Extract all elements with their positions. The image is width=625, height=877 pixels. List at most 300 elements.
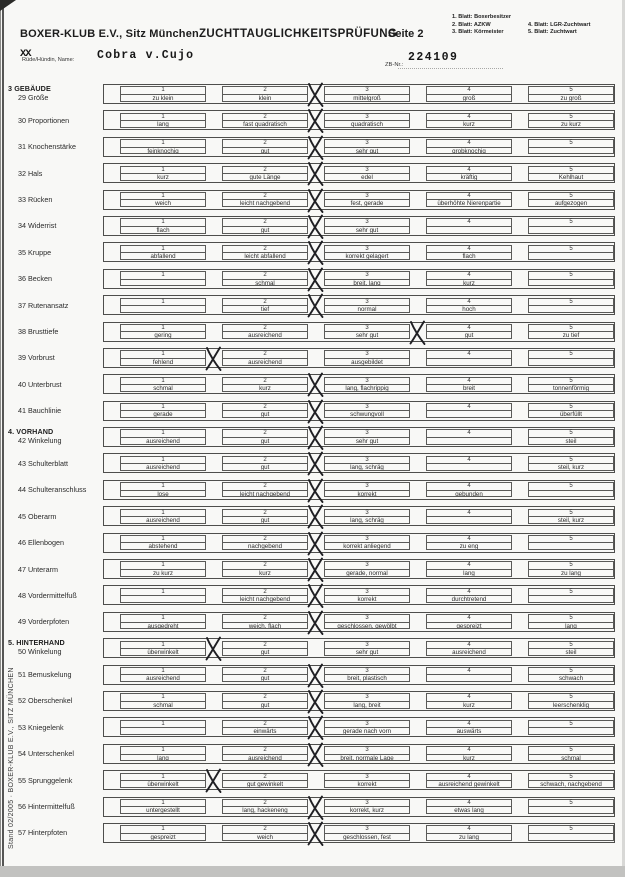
- option-checkbox[interactable]: [206, 138, 222, 156]
- option-checkbox[interactable]: [308, 217, 324, 235]
- option-checkbox[interactable]: [308, 243, 324, 261]
- option-checkbox[interactable]: [308, 375, 324, 393]
- criterion-label: 48 Vordermittelfuß: [18, 590, 77, 600]
- option-checkbox[interactable]: [206, 560, 222, 578]
- option-text: zu groß: [560, 94, 582, 101]
- option-checkbox[interactable]: [512, 666, 528, 684]
- option-checkbox[interactable]: [308, 138, 324, 156]
- x-mark-icon: [204, 767, 223, 794]
- option-checkbox[interactable]: [308, 798, 324, 816]
- option-text: steil: [565, 648, 577, 655]
- option-checkbox[interactable]: [308, 560, 324, 578]
- option-checkbox[interactable]: [206, 718, 222, 736]
- option-checkbox[interactable]: [410, 507, 426, 525]
- option-checkbox[interactable]: [512, 428, 528, 446]
- x-mark-icon: [306, 662, 325, 689]
- option-checkbox[interactable]: [410, 243, 426, 261]
- zb-nr-value[interactable]: 224109: [408, 51, 459, 64]
- option-checkbox[interactable]: [308, 613, 324, 631]
- option-checkbox[interactable]: [410, 164, 426, 182]
- option-group-5: [512, 428, 614, 446]
- option-group-5: [512, 507, 614, 525]
- option-text: etwas lang: [454, 807, 484, 814]
- option-score: 3: [325, 457, 409, 464]
- option-checkbox[interactable]: [512, 270, 528, 288]
- option-cell: [426, 298, 512, 313]
- option-score: 1: [121, 87, 205, 94]
- criterion-label: 42 Winkelung: [18, 436, 62, 446]
- option-checkbox[interactable]: [512, 507, 528, 525]
- option-checkbox[interactable]: [104, 349, 120, 367]
- option-checkbox[interactable]: [206, 454, 222, 472]
- option-checkbox[interactable]: [308, 402, 324, 420]
- option-score: 2: [223, 272, 307, 279]
- option-group-3: [308, 111, 410, 129]
- option-group-2: [206, 586, 308, 604]
- option-score: 2: [223, 378, 307, 385]
- option-text: sehr gut: [355, 226, 379, 233]
- criterion-label: 36 Becken: [18, 274, 52, 284]
- option-checkbox[interactable]: [104, 138, 120, 156]
- option-cell: [222, 746, 308, 761]
- option-checkbox[interactable]: [206, 243, 222, 261]
- option-checkbox[interactable]: [308, 111, 324, 129]
- options-band: [103, 770, 615, 790]
- option-checkbox[interactable]: [104, 243, 120, 261]
- form-row-34: [0, 216, 625, 236]
- option-cell: [528, 693, 614, 708]
- criterion-label: 29 Größe: [18, 93, 49, 102]
- row-label-area: [0, 585, 100, 605]
- option-checkbox[interactable]: [206, 798, 222, 816]
- option-cell: [426, 429, 512, 444]
- option-checkbox[interactable]: [410, 481, 426, 499]
- criterion-label: 51 Bemuskelung: [18, 670, 72, 680]
- option-checkbox[interactable]: [206, 375, 222, 393]
- option-checkbox[interactable]: [410, 560, 426, 578]
- options-band: [103, 137, 615, 157]
- criterion-label: 57 Hinterpfoten: [18, 828, 68, 838]
- form-row-47: [0, 559, 625, 579]
- option-score: 1: [121, 642, 205, 649]
- option-checkbox[interactable]: [410, 798, 426, 816]
- row-label-area: [0, 480, 100, 500]
- option-checkbox[interactable]: [206, 111, 222, 129]
- option-group-4: [410, 586, 512, 604]
- option-checkbox[interactable]: [308, 718, 324, 736]
- option-checkbox[interactable]: [512, 243, 528, 261]
- option-checkbox[interactable]: [308, 639, 324, 657]
- option-cell: [222, 324, 308, 339]
- option-checkbox[interactable]: [308, 191, 324, 209]
- option-cell: [120, 166, 206, 181]
- option-checkbox[interactable]: [512, 402, 528, 420]
- option-checkbox[interactable]: [512, 296, 528, 314]
- option-checkbox[interactable]: [308, 745, 324, 763]
- option-checkbox[interactable]: [512, 481, 528, 499]
- option-checkbox[interactable]: [410, 402, 426, 420]
- option-cell: [120, 588, 206, 603]
- option-group-2: [206, 613, 308, 631]
- option-text: zu eng: [459, 543, 479, 550]
- option-checkbox[interactable]: [104, 164, 120, 182]
- option-checkbox[interactable]: [410, 349, 426, 367]
- option-checkbox[interactable]: [104, 666, 120, 684]
- option-score: 3: [325, 404, 409, 411]
- option-group-4: [410, 428, 512, 446]
- options-band: [103, 269, 615, 289]
- option-score: 3: [325, 774, 409, 781]
- distribution-line: 1. Blatt: Boxerbesitzer: [452, 14, 512, 20]
- option-score: 5: [529, 219, 613, 226]
- form-row-32: [0, 163, 625, 183]
- option-checkbox[interactable]: [206, 217, 222, 235]
- option-text: korrekt anliegend: [343, 543, 391, 550]
- option-checkbox[interactable]: [512, 586, 528, 604]
- option-checkbox[interactable]: [104, 454, 120, 472]
- option-checkbox[interactable]: [104, 824, 120, 842]
- option-checkbox[interactable]: [104, 111, 120, 129]
- x-mark-icon: [306, 582, 325, 609]
- option-checkbox[interactable]: [104, 481, 120, 499]
- option-score: 3: [325, 167, 409, 174]
- option-checkbox[interactable]: [308, 349, 324, 367]
- option-text: gut: [260, 675, 270, 682]
- option-cell: [528, 561, 614, 576]
- option-checkbox[interactable]: [104, 402, 120, 420]
- option-checkbox[interactable]: [206, 586, 222, 604]
- option-checkbox[interactable]: [512, 798, 528, 816]
- option-checkbox[interactable]: [308, 323, 324, 341]
- option-checkbox[interactable]: [410, 296, 426, 314]
- option-checkbox[interactable]: [512, 138, 528, 156]
- option-checkbox[interactable]: [512, 692, 528, 710]
- option-cell: [528, 403, 614, 418]
- option-text: gut: [260, 517, 270, 523]
- option-checkbox[interactable]: [206, 296, 222, 314]
- option-score: 3: [325, 800, 409, 807]
- option-checkbox[interactable]: [410, 454, 426, 472]
- option-checkbox[interactable]: [104, 191, 120, 209]
- option-group-5: [512, 402, 614, 420]
- option-checkbox[interactable]: [104, 692, 120, 710]
- option-checkbox[interactable]: [206, 191, 222, 209]
- option-checkbox[interactable]: [104, 85, 120, 103]
- option-checkbox[interactable]: [512, 454, 528, 472]
- option-score: 4: [427, 668, 511, 675]
- option-checkbox[interactable]: [512, 771, 528, 789]
- option-cell: [222, 350, 308, 365]
- option-checkbox[interactable]: [206, 507, 222, 525]
- option-group-3: [308, 191, 410, 209]
- option-checkbox[interactable]: [206, 402, 222, 420]
- option-checkbox[interactable]: [104, 375, 120, 393]
- option-group-4: [410, 323, 512, 341]
- option-checkbox[interactable]: [206, 613, 222, 631]
- option-checkbox[interactable]: [104, 771, 120, 789]
- option-checkbox[interactable]: [206, 639, 222, 657]
- option-checkbox[interactable]: [512, 191, 528, 209]
- option-checkbox[interactable]: [410, 138, 426, 156]
- option-group-3: [308, 586, 410, 604]
- dog-name-value[interactable]: Cobra v.Cujo: [97, 49, 195, 62]
- option-score: 2: [223, 536, 307, 543]
- option-group-5: [512, 323, 614, 341]
- option-score: 1: [121, 299, 205, 306]
- option-checkbox[interactable]: [512, 375, 528, 393]
- option-checkbox[interactable]: [308, 586, 324, 604]
- option-checkbox[interactable]: [308, 666, 324, 684]
- option-checkbox[interactable]: [104, 745, 120, 763]
- option-score: 5: [529, 325, 613, 332]
- option-text: überwinkelt: [147, 648, 179, 655]
- option-text: schmal: [255, 279, 275, 286]
- row-label-area: [0, 110, 100, 130]
- option-checkbox[interactable]: [104, 270, 120, 288]
- option-checkbox[interactable]: [308, 824, 324, 842]
- option-text: schwach: [558, 675, 584, 682]
- option-group-5: [512, 164, 614, 182]
- option-checkbox[interactable]: [104, 798, 120, 816]
- option-group-2: [206, 560, 308, 578]
- option-checkbox[interactable]: [512, 164, 528, 182]
- option-checkbox[interactable]: [512, 323, 528, 341]
- option-checkbox[interactable]: [410, 375, 426, 393]
- option-cell: [528, 667, 614, 682]
- option-group-1: [104, 534, 206, 552]
- option-checkbox[interactable]: [512, 613, 528, 631]
- option-checkbox[interactable]: [410, 692, 426, 710]
- option-cell: [426, 350, 512, 365]
- option-text: flach: [156, 226, 170, 233]
- option-score: 5: [529, 272, 613, 279]
- option-checkbox[interactable]: [410, 217, 426, 235]
- option-group-4: [410, 138, 512, 156]
- distribution-line: 4. Blatt: LGR-Zuchtwart: [528, 21, 591, 28]
- option-cell: [120, 192, 206, 207]
- option-checkbox[interactable]: [104, 639, 120, 657]
- option-checkbox[interactable]: [512, 718, 528, 736]
- option-checkbox[interactable]: [410, 270, 426, 288]
- option-checkbox[interactable]: [512, 111, 528, 129]
- option-cell: [120, 641, 206, 656]
- option-text: geschlossen, gewölbt: [337, 622, 397, 629]
- option-group-1: [104, 323, 206, 341]
- option-cell: [120, 561, 206, 576]
- option-checkbox[interactable]: [104, 613, 120, 631]
- option-text: einwärts: [253, 728, 277, 734]
- option-checkbox[interactable]: [104, 718, 120, 736]
- option-checkbox[interactable]: [308, 771, 324, 789]
- option-score: 1: [121, 167, 205, 174]
- option-group-2: [206, 798, 308, 816]
- option-checkbox[interactable]: [308, 534, 324, 552]
- option-checkbox[interactable]: [410, 745, 426, 763]
- option-cell: [222, 86, 308, 101]
- option-text: durchtretend: [451, 596, 487, 603]
- option-cell: [426, 456, 512, 471]
- option-text: gespreizt: [456, 622, 482, 629]
- option-checkbox[interactable]: [410, 428, 426, 446]
- option-checkbox[interactable]: [206, 692, 222, 710]
- criterion-label: 49 Vorderpfoten: [18, 617, 70, 627]
- option-text: ausreichend: [146, 517, 180, 523]
- option-cell: [426, 720, 512, 735]
- option-text: gerade: [153, 411, 173, 418]
- option-checkbox[interactable]: [410, 639, 426, 657]
- option-cell: [324, 746, 410, 761]
- option-cell: [426, 271, 512, 286]
- option-checkbox[interactable]: [512, 349, 528, 367]
- option-text: lose: [157, 490, 169, 497]
- ruede-strike-mark: XX: [20, 48, 31, 60]
- option-group-5: [512, 349, 614, 367]
- option-checkbox[interactable]: [410, 191, 426, 209]
- option-group-2: [206, 270, 308, 288]
- option-checkbox[interactable]: [206, 270, 222, 288]
- option-checkbox[interactable]: [308, 692, 324, 710]
- option-checkbox[interactable]: [206, 85, 222, 103]
- option-checkbox[interactable]: [104, 217, 120, 235]
- option-checkbox[interactable]: [512, 560, 528, 578]
- option-text: [529, 148, 613, 154]
- option-score: 4: [427, 430, 511, 437]
- option-checkbox[interactable]: [308, 481, 324, 499]
- option-text: leicht nachgebend: [239, 490, 291, 497]
- option-checkbox[interactable]: [410, 718, 426, 736]
- option-text: [427, 411, 511, 417]
- option-text: sehr gut: [355, 437, 379, 444]
- option-score: 4: [427, 589, 511, 596]
- option-score: 4: [427, 642, 511, 649]
- option-checkbox[interactable]: [206, 666, 222, 684]
- option-score: 2: [223, 774, 307, 781]
- option-group-1: [104, 138, 206, 156]
- option-score: 1: [121, 668, 205, 675]
- option-checkbox[interactable]: [512, 217, 528, 235]
- option-checkbox[interactable]: [410, 111, 426, 129]
- option-checkbox[interactable]: [512, 824, 528, 842]
- option-checkbox[interactable]: [410, 85, 426, 103]
- option-cell: [222, 166, 308, 181]
- row-label-area: [0, 216, 100, 236]
- option-checkbox[interactable]: [410, 824, 426, 842]
- option-checkbox[interactable]: [308, 507, 324, 525]
- option-checkbox[interactable]: [410, 534, 426, 552]
- option-cell: [324, 429, 410, 444]
- option-group-2: [206, 454, 308, 472]
- option-score: 5: [529, 430, 613, 437]
- option-group-2: [206, 217, 308, 235]
- option-checkbox[interactable]: [206, 745, 222, 763]
- option-score: 3: [325, 668, 409, 675]
- option-group-3: [308, 639, 410, 657]
- option-cell: [120, 271, 206, 286]
- zb-nr-dotted-line: [398, 68, 503, 69]
- option-text: leicht abfallend: [244, 253, 286, 259]
- option-checkbox[interactable]: [104, 428, 120, 446]
- option-score: 3: [325, 114, 409, 121]
- option-score: 3: [325, 430, 409, 437]
- option-cell: [426, 482, 512, 497]
- option-group-5: [512, 191, 614, 209]
- option-text: lang: [463, 569, 475, 576]
- option-checkbox[interactable]: [410, 771, 426, 789]
- option-checkbox[interactable]: [308, 454, 324, 472]
- option-checkbox[interactable]: [206, 824, 222, 842]
- option-checkbox[interactable]: [104, 507, 120, 525]
- option-checkbox[interactable]: [206, 481, 222, 499]
- option-checkbox[interactable]: [410, 323, 426, 341]
- option-group-3: [308, 745, 410, 763]
- option-score: 3: [325, 826, 409, 833]
- criterion-label: 45 Oberarm: [18, 511, 57, 521]
- option-checkbox[interactable]: [410, 666, 426, 684]
- option-cell: [324, 192, 410, 207]
- option-text: lang, schräg: [350, 517, 384, 523]
- option-checkbox[interactable]: [206, 323, 222, 341]
- option-group-5: [512, 692, 614, 710]
- option-text: fast quadratisch: [243, 121, 287, 127]
- option-checkbox[interactable]: [512, 639, 528, 657]
- option-cell: [426, 377, 512, 392]
- option-cell: [528, 377, 614, 392]
- options-band: [103, 612, 615, 632]
- option-checkbox[interactable]: [206, 164, 222, 182]
- option-score: 4: [427, 826, 511, 833]
- option-checkbox[interactable]: [410, 586, 426, 604]
- option-text: korrekt, kurz: [349, 807, 385, 814]
- option-checkbox[interactable]: [104, 296, 120, 314]
- option-text: [529, 491, 613, 497]
- option-checkbox[interactable]: [104, 560, 120, 578]
- row-label-area: [0, 823, 100, 843]
- option-score: 4: [427, 536, 511, 543]
- option-checkbox[interactable]: [512, 534, 528, 552]
- option-cell: [120, 825, 206, 840]
- option-checkbox[interactable]: [410, 613, 426, 631]
- option-checkbox[interactable]: [512, 85, 528, 103]
- option-score: 2: [223, 457, 307, 464]
- option-checkbox[interactable]: [308, 296, 324, 314]
- option-group-4: [410, 824, 512, 842]
- option-checkbox[interactable]: [206, 534, 222, 552]
- option-checkbox[interactable]: [206, 771, 222, 789]
- option-group-5: [512, 270, 614, 288]
- option-group-2: [206, 666, 308, 684]
- options-band: [103, 190, 615, 210]
- option-text: [529, 834, 613, 840]
- option-group-5: [512, 613, 614, 631]
- option-text: gering: [154, 332, 172, 339]
- option-checkbox[interactable]: [104, 534, 120, 552]
- option-text: gut: [260, 464, 270, 471]
- option-group-5: [512, 560, 614, 578]
- option-checkbox[interactable]: [308, 85, 324, 103]
- option-score: 1: [121, 114, 205, 121]
- option-checkbox[interactable]: [104, 323, 120, 341]
- option-checkbox[interactable]: [206, 349, 222, 367]
- option-checkbox[interactable]: [308, 164, 324, 182]
- option-score: 3: [325, 721, 409, 728]
- option-group-1: [104, 507, 206, 525]
- option-checkbox[interactable]: [308, 270, 324, 288]
- option-checkbox[interactable]: [104, 586, 120, 604]
- option-checkbox[interactable]: [308, 428, 324, 446]
- option-score: 1: [121, 615, 205, 622]
- option-checkbox[interactable]: [512, 745, 528, 763]
- option-checkbox[interactable]: [206, 428, 222, 446]
